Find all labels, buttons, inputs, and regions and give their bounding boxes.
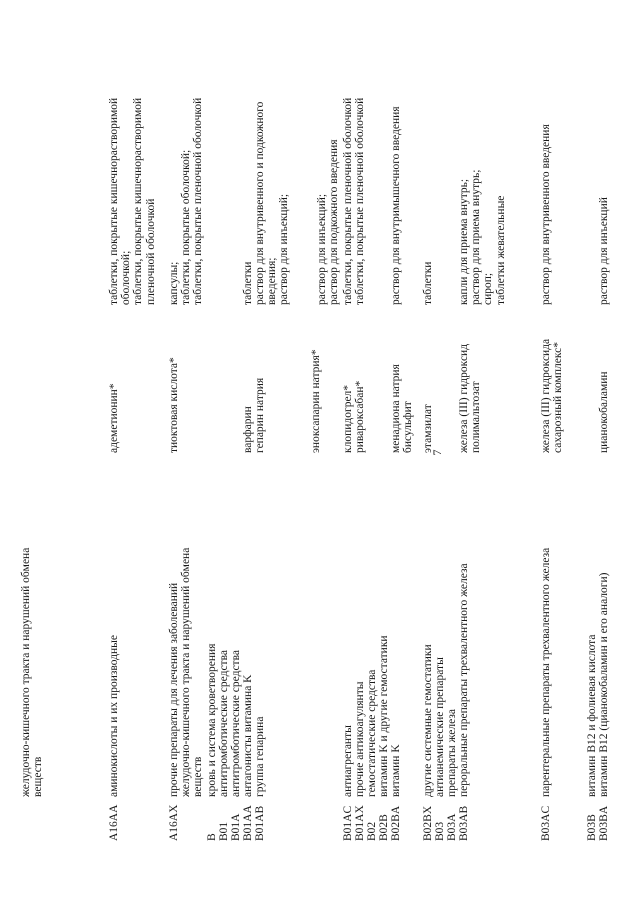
atc-code: B03AB <box>458 805 470 841</box>
pharmacological-group: прочие препараты для лечения заболеваний желудочно-кишечного тракта и нарушений обмена веществ <box>168 547 205 797</box>
drug-name: менадиона натрия бисульфит <box>390 364 415 453</box>
pharmacological-group: витамин B12 (цианокобаламин и его аналоги) <box>598 572 610 797</box>
pharmacological-group: антитромботические средства <box>218 650 230 797</box>
pharmacological-group: витамин K <box>390 744 402 797</box>
pharmacological-group: гемостатические средства <box>366 669 378 797</box>
drug-name: железа (III) гидроксид полимальтозат <box>458 343 483 453</box>
pharmacological-group: витамин B12 и фолиевая кислота <box>586 634 598 797</box>
page-number: 7 <box>430 449 444 456</box>
drug-name: этамзилат <box>422 404 434 453</box>
pharmacological-group: желудочно-кишечного тракта и нарушений обмена веществ <box>20 547 45 797</box>
pharmacological-group: витамин K и другие гемостатики <box>378 635 390 797</box>
atc-code: B03 <box>434 821 446 841</box>
pharmacological-group: парентеральные препараты трехвалентного железа <box>540 547 552 797</box>
drug-name: тиоктовая кислота* <box>168 357 180 453</box>
dosage-forms: раствор для инъекций; раствор для подкожного введения <box>316 139 341 305</box>
atc-code: B01AC <box>342 805 354 841</box>
pharmacological-group: аминокислоты и их производные <box>108 634 120 797</box>
atc-code: B01 <box>218 821 230 841</box>
pharmacological-group: другие системные гемостатики <box>422 644 434 797</box>
drug-name: ривароксабан* <box>354 380 366 453</box>
atc-code: B01A <box>230 813 242 841</box>
dosage-forms: таблетки, покрытые пленочной оболочкой <box>342 97 354 305</box>
atc-code: B02 <box>366 821 378 841</box>
dosage-forms: таблетки, покрытые кишечнорастворимой оболочкой; таблетки, покрытые кишечнорастворимой пленочной оболочкой <box>108 97 157 305</box>
atc-code: A16AX <box>168 804 180 841</box>
atc-code: B01AA <box>242 805 254 841</box>
drug-name: гепарин натрия <box>254 377 266 453</box>
dosage-forms: раствор для внутримышечного введения <box>390 106 402 305</box>
drug-name: адеметионин* <box>108 383 120 453</box>
atc-code: B02BA <box>390 805 402 841</box>
drug-name: цианокобаламин <box>598 371 610 453</box>
atc-code: B03A <box>446 813 458 841</box>
atc-code: B02BX <box>422 805 434 841</box>
drug-name: железа (III) гидроксида сахарозный комплекс* <box>540 338 565 453</box>
dosage-forms: таблетки <box>242 261 254 305</box>
atc-code: A16AA <box>108 804 120 841</box>
pharmacological-group: прочие антикоагулянты <box>354 681 366 797</box>
dosage-forms: таблетки <box>422 261 434 305</box>
pharmacological-group: антиагреганты <box>342 725 354 797</box>
pharmacological-group: пероральные препараты трехвалентного железа <box>458 563 470 797</box>
pharmacological-group: препараты железа <box>446 709 458 797</box>
pharmacological-group: кровь и система кроветворения <box>206 643 218 797</box>
pharmacological-group: антитромботические средства <box>230 650 242 797</box>
drug-name: варфарин <box>242 406 254 453</box>
dosage-forms: таблетки, покрытые пленочной оболочкой <box>354 97 366 305</box>
drug-name: эноксапарин натрия* <box>310 349 322 453</box>
dosage-forms: раствор для внутривенного введения <box>540 124 552 305</box>
atc-code: B01AX <box>354 805 366 841</box>
dosage-forms: раствор для внутривенного и подкожного введения; раствор для инъекций; <box>254 101 291 305</box>
atc-code: B02B <box>378 814 390 841</box>
pharmacological-group: группа гепарина <box>254 716 266 797</box>
atc-code: B <box>206 833 218 841</box>
pharmacological-group: антагонисты витамина K <box>242 674 254 797</box>
pharmacological-group: антианемические препараты <box>434 657 446 797</box>
dosage-forms: капсулы; таблетки, покрытые оболочкой; таблетки, покрытые пленочной оболочкой <box>168 97 205 305</box>
dosage-forms: капли для приема внутрь; раствор для приема внутрь; сироп; таблетки жевательные <box>458 169 507 305</box>
atc-code: B03BA <box>598 805 610 841</box>
atc-code: B03B <box>586 814 598 841</box>
dosage-forms: раствор для инъекций <box>598 197 610 305</box>
drug-name: клопидогрел* <box>342 384 354 453</box>
atc-code: B01AB <box>254 805 266 841</box>
atc-code: B03AC <box>540 805 552 841</box>
